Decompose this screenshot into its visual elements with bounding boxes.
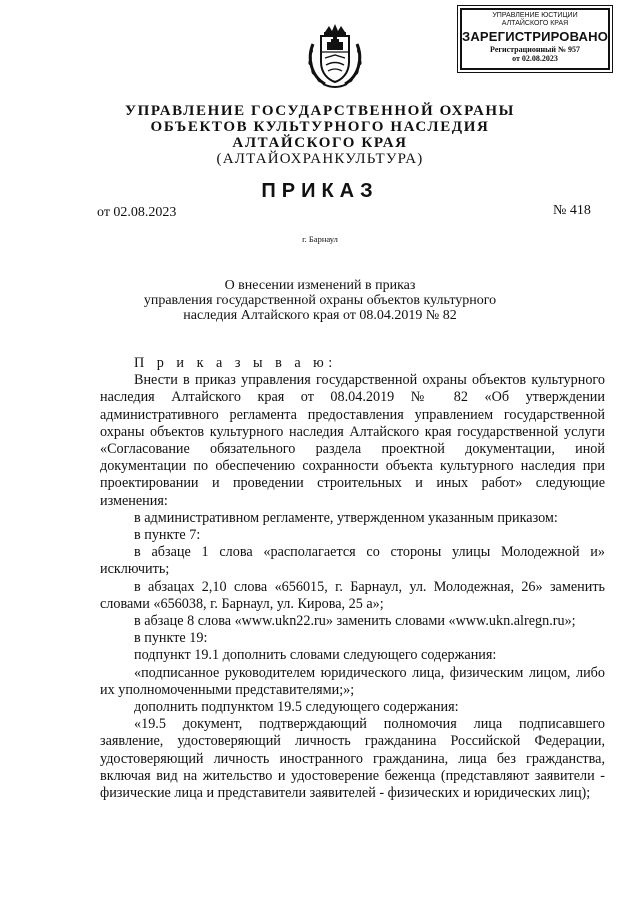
document-type-title: ПРИКАЗ (261, 180, 379, 202)
document-date: от 02.08.2023 (97, 205, 177, 220)
order-statement: П р и к а з ы в а ю: (134, 355, 337, 371)
organization-name (0, 103, 640, 167)
registration-stamp (460, 8, 610, 70)
subject-line1: О внесении изменений в приказ (224, 278, 416, 293)
paragraph-abzats-8: в абзаце 8 слова «www.ukn22.ru» заменить словами «www.ukn.alregn.ru»; (134, 613, 576, 630)
paragraph-abzats-2-10: в абзацах 2,10 слова «656015, г. Барнаул, ул. Молодежная, 26» заменить словами «656038, г. Барнаул, ул. Кирова, 25 а»; (100, 578, 605, 612)
org-line1: УПРАВЛЕНИЕ ГОСУДАРСТВЕННОЙ ОХРАНЫ (125, 103, 515, 119)
stamp-registered-label: ЗАРЕГИСТРИРОВАНО (462, 29, 609, 44)
org-line3: АЛТАЙСКОГО КРАЯ (232, 135, 408, 151)
paragraph-item-7: в пункте 7: (134, 527, 201, 544)
paragraph-abzats-1: в абзаце 1 слова «располагается со стороны улицы Молодежной и» исключить; (100, 544, 605, 578)
subject-line2: управления государственной охраны объектов культурного (143, 293, 497, 308)
stamp-authority-line2: АЛТАЙСКОГО КРАЯ (501, 20, 569, 27)
stamp-authority-line1: УПРАВЛЕНИЕ ЮСТИЦИИ (492, 12, 578, 19)
document-number: № 418 (553, 203, 591, 218)
document-body (100, 355, 605, 802)
stamp-reg-date: от 02.08.2023 (512, 54, 558, 63)
org-short-name: (АЛТАЙОХРАНКУЛЬТУРА) (216, 151, 424, 167)
altai-krai-coat-of-arms-icon (303, 22, 367, 90)
subject-line3: наследия Алтайского края от 08.04.2019 № 82 (183, 308, 457, 323)
document-city: г. Барнаул (302, 234, 338, 244)
paragraph-regulation: в административном регламенте, утвержденном указанным приказом: (134, 509, 558, 526)
stamp-reg-number: Регистрационный № 957 (490, 45, 580, 54)
paragraph-quote-signed: «подписанное руководителем юридического лица, физическим лицом, либо их уполномоченными представителями;»; (100, 664, 605, 698)
document-subject (0, 278, 640, 323)
paragraph-main: Внести в приказ управления государственной охраны объектов культурного наследия Алтайского края от 08.04.2019 № 82 «Об утверждении административного регламента предоставления управлением государственной охраны объектов культурного наследия Алтайского края государственной услуги «Согласование обязательного раздела проектной документации, иной документации по обеспечению сохранности объекта культурного наследия при проектировании и проведении строительных и иных работ» следующие изменения: (100, 372, 605, 509)
paragraph-quote-19-5: «19.5 документ, подтверждающий полномочия лица подписавшего заявление, удостоверяющий личность гражданина Российской Федерации, удостоверяющий личность иностранного гражданина, лица без гражданства, включая вид на жительство и удостоверение беженца (представляют заявители - физические лица и представители заявителей - физических и юридических лиц); (100, 716, 605, 802)
paragraph-subitem-19-1: подпункт 19.1 дополнить словами следующего содержания: (134, 647, 497, 664)
paragraph-add-19-5: дополнить подпунктом 19.5 следующего содержания: (134, 699, 459, 716)
org-line2: ОБЪЕКТОВ КУЛЬТУРНОГО НАСЛЕДИЯ (150, 119, 490, 135)
paragraph-item-19: в пункте 19: (134, 630, 208, 647)
